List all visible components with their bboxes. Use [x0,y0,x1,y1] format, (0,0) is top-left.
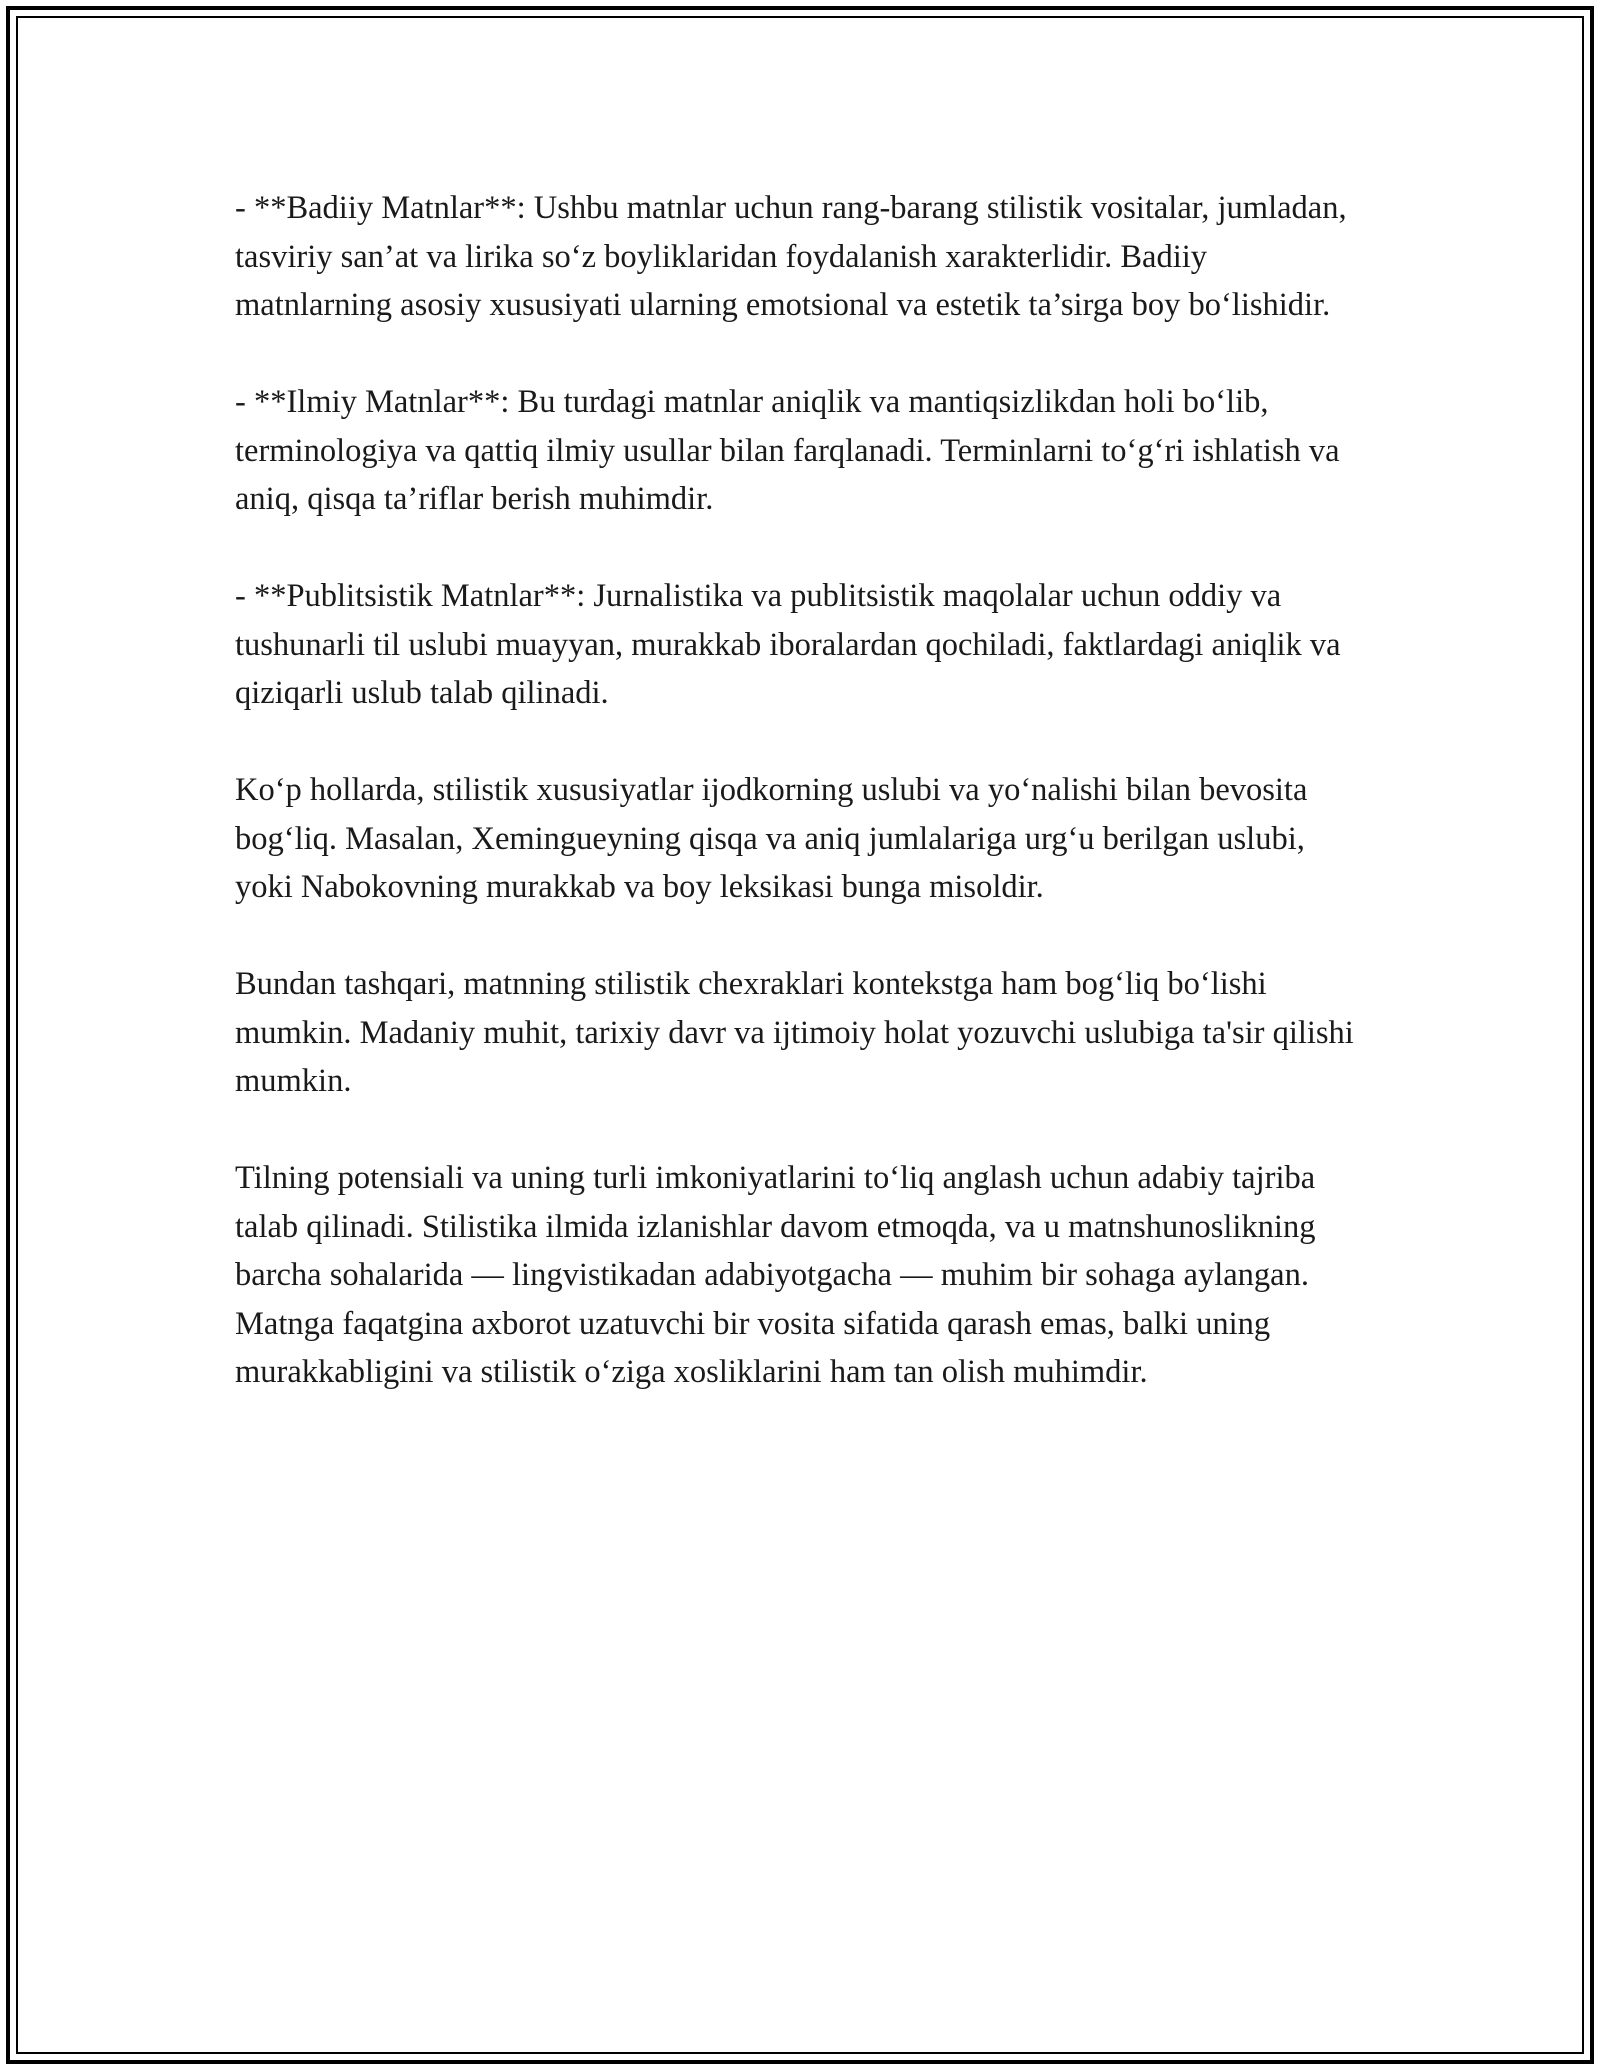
document-body [235,184,1365,1445]
paragraph-badiiy-matnlar: - **Badiiy Matnlar**: Ushbu matnlar uchun rang-barang stilistik vositalar, jumladan, tasviriy san’at va lirika so‘z boyliklaridan foydalanish xarakterlidir. Badiiy matnlarning asosiy xususiyati ularning emotsional va estetik ta’sirga boy bo‘lishidir. [235,190,1347,323]
paragraph-publitsistik-matnlar: - **Publitsistik Matnlar**: Jurnalistika va publitsistik maqolalar uchun oddiy va tushunarli til uslubi muayyan, murakkab iboralardan qochiladi, faktlardagi aniqlik va qiziqarli uslub talab qilinadi. [235,578,1341,711]
paragraph-ijodkor-uslubi: Ko‘p hollarda, stilistik xususiyatlar ijodkorning uslubi va yo‘nalishi bilan bevosita bog‘liq. Masalan, Xemingueyning qisqa va aniq jumlalariga urg‘u berilgan uslubi, yoki Nabokovning murakkab va boy leksikasi bunga misoldir. [235,772,1308,905]
paragraph-xulosa: Tilning potensiali va uning turli imkoniyatlarini to‘liq anglash uchun adabiy tajriba talab qilinadi. Stilistika ilmida izlanishlar davom etmoqda, va u matnshunoslikning barcha sohalarida — lingvistikadan adabiyotgacha — muhim bir sohaga aylangan. Matnga faqatgina axborot uzatuvchi bir vosita sifatida qarash emas, balki uning murakkabligini va stilistik o‘ziga xosliklarini ham tan olish muhimdir. [235,1160,1316,1390]
paragraph-kontekst: Bundan tashqari, matnning stilistik chexraklari kontekstga ham bog‘liq bo‘lishi mumkin. Madaniy muhit, tarixiy davr va ijtimoiy holat yozuvchi uslubiga ta'sir qilishi mumkin. [235,966,1354,1099]
paragraph-ilmiy-matnlar: - **Ilmiy Matnlar**: Bu turdagi matnlar aniqlik va mantiqsizlikdan holi bo‘lib, terminologiya va qattiq ilmiy usullar bilan farqlanadi. Terminlarni to‘g‘ri ishlatish va aniq, qisqa ta’riflar berish muhimdir. [235,384,1340,517]
